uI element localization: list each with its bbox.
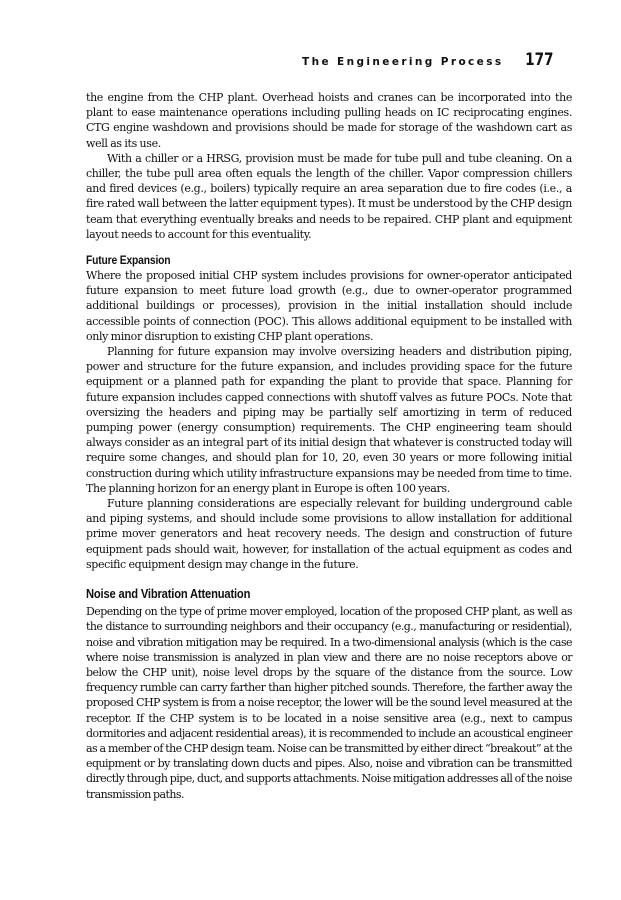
paragraph-noise-1: Depending on the type of prime mover employed, location of the proposed CHP plant, as well as the distance to surrounding neighbors and their occupancy (e.g., manufacturing or residential), noise and vibration mitigation may be required. In a two-dimensional analysis (which is the case where noise transmission is analyzed in plan view and there are no noise receptors above or below the CHP unit), noise level drops by the square of the distance from the source. Low frequency rumble can carry farther than higher pitched sounds. Therefore, the farther away the proposed CHP system is from a noise receptor, the lower will be the sound level measured at the receptor. If the CHP system is to be located in a noise sensitive area (e.g., next to campus dormitories and adjacent residential areas), it is recommended to include an acoustical engineer as a member of the CHP design team. Noise can be transmitted by either direct “breakout” at the equipment or by translating down ducts and pipes. Also, noise and vibration can be transmitted directly through pipe, duct, and supports attachments. Noise mitigation addresses all of the noise transmission paths.	[86, 605, 572, 801]
paragraph-future-2: Planning for future expansion may involve oversizing headers and distribution piping, power and structure for the future expansion, and includes providing space for the future equipment or a planned path for expanding the plant to provide that space. Planning for future expansion includes capped connections with shutoff valves as future POCs. Note that oversizing the headers and piping may be partially self amortizing in term of reduced pumping power (energy consumption) requirements. The CHP engineering team should always consider as an integral part of its initial design that whatever is constructed today will require some changes, and should plan for 10, 20, even 30 years or more following initial construction during which utility infrastructure expansions may be needed from time to time. The planning horizon for an energy plant in Europe is often 100 years.	[86, 345, 572, 495]
paragraph-intro-chiller: With a chiller or a HRSG, provision must be made for tube pull and tube cleaning. On a chiller, the tube pull area often equals the length of the chiller. Vapor compression chillers and fired devices (e.g., boilers) typically require an area separation due to fire codes (i.e., a fire rated wall between the latter equipment types). It must be understood by the CHP design team that everything eventually breaks and needs to be repaired. CHP plant and equipment layout needs to account for this eventuality.	[86, 151, 572, 241]
paragraph-intro-continued: the engine from the CHP plant. Overhead hoists and cranes can be incorporated into the plant to ease maintenance operations including pulling heads on IC reciprocating engines. CTG engine washdown and provisions should be made for storage of the washdown cart as well as its use.	[86, 91, 572, 150]
section-heading-noise-vibration: Noise and Vibration Attenuation	[86, 586, 251, 602]
running-head	[302, 50, 553, 70]
paragraph-future-3: Future planning considerations are especially relevant for building underground cable and piping systems, and should include some provisions to allow installation for additional prime mover generators and heat recovery needs. The design and construction of future equipment pads should wait, however, for installation of the actual equipment as codes and specific equipment design may change in the future.	[86, 497, 572, 571]
paragraph-future-1: Where the proposed initial CHP system includes provisions for owner-operator anticipated future expansion to meet future load growth (e.g., due to owner-operator programmed additional buildings or processes), provision in the initial installation should include accessible points of connection (POC). This allows additional equipment to be installed with only minor disruption to existing CHP plant operations.	[86, 269, 572, 343]
page-number: 177	[524, 50, 553, 70]
section-heading-future-expansion: Future Expansion	[86, 253, 171, 268]
body-text	[86, 90, 572, 802]
running-head-title: The Engineering Process	[302, 56, 504, 68]
